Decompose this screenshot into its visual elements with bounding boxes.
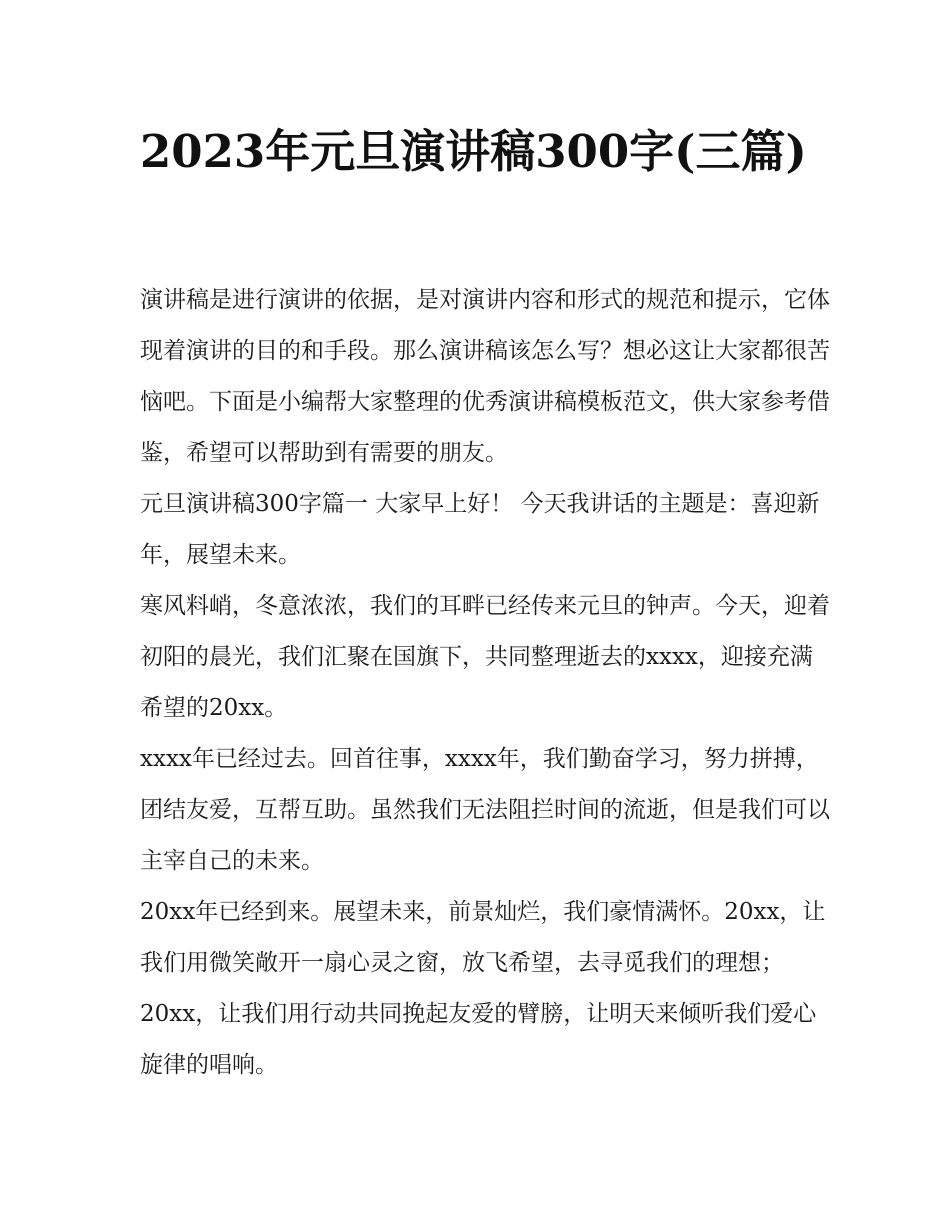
paragraph-intro: 演讲稿是进行演讲的依据，是对演讲内容和形式的规范和提示，它体现着演讲的目的和手段。那么演讲稿该怎么写？想必这让大家都很苦恼吧。下面是小编帮大家整理的优秀演讲稿模板范文，供大家参考借鉴，希望可以帮助到有需要的朋友。: [140, 287, 830, 466]
paragraph-winter: 寒风料峭，冬意浓浓，我们的耳畔已经传来元旦的钟声。今天，迎着初阳的晨光，我们汇聚在国旗下，共同整理逝去的xxxx，迎接充满希望的20xx。: [140, 593, 830, 721]
paragraph-opening: 元旦演讲稿300字篇一 大家早上好！ 今天我讲话的主题是：喜迎新年，展望未来。: [140, 491, 820, 568]
document-title: 2023年元旦演讲稿300字(三篇): [140, 125, 807, 178]
paragraph-new-year: 20xx年已经到来。展望未来，前景灿烂，我们豪情满怀。20xx，让我们用微笑敞开一扇心灵之窗，放飞希望，去寻觅我们的理想；20xx，让我们用行动共同挽起友爱的臂膀，让明天来倾听我们爱心旋律的唱响。: [140, 899, 826, 1078]
document-body: [140, 275, 830, 1091]
paragraph-past-year: xxxx年已经过去。回首往事，xxxx年，我们勤奋学习，努力拼搏，团结友爱，互帮互助。虽然我们无法阻拦时间的流逝，但是我们可以主宰自己的未来。: [140, 746, 830, 874]
